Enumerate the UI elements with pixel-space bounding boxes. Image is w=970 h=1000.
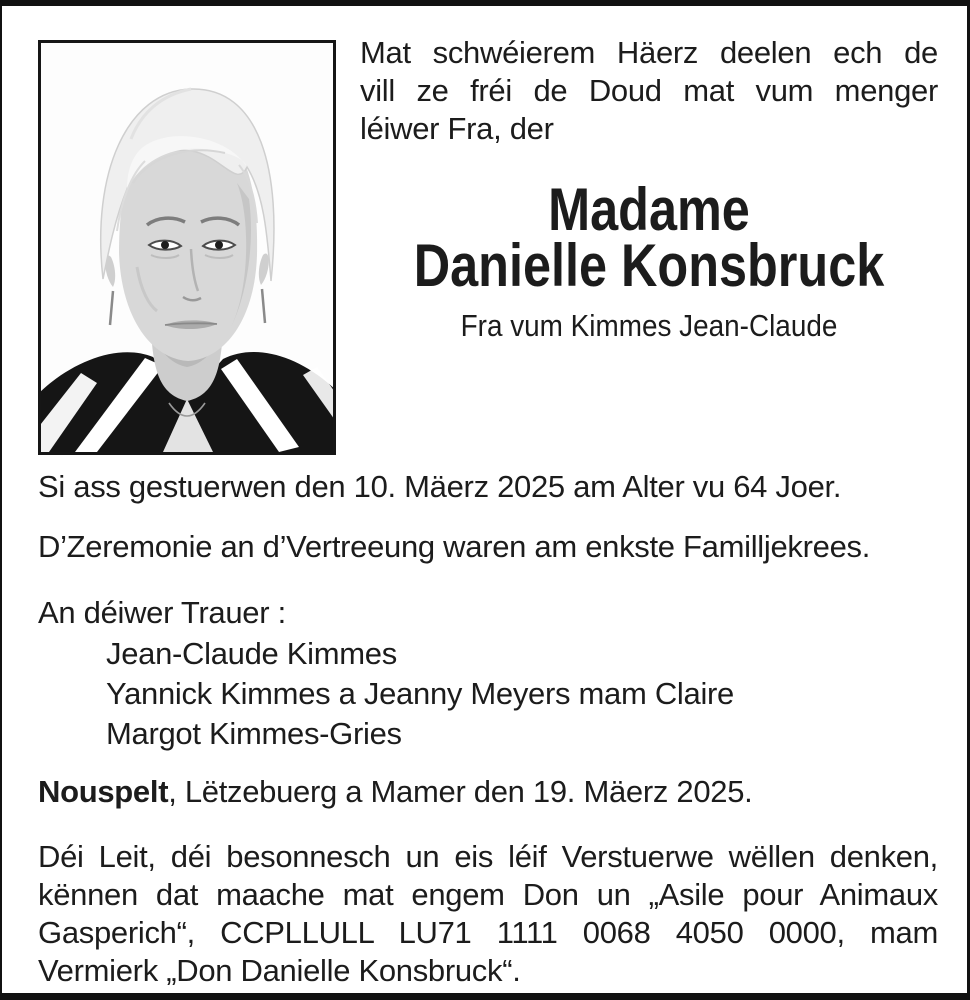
mourner-name: Yannick Kimmes a Jeanny Meyers mam Claire xyxy=(106,676,734,711)
ceremony-line: D’Zeremonie an d’Vertreeung waren am enkste Familljekrees. xyxy=(38,529,871,564)
donation-paragraph xyxy=(38,838,938,990)
intro-line: vill ze fréi de Doud mat vum menger xyxy=(360,73,938,108)
intro-line: Mat schwéierem Häerz deelen ech de xyxy=(360,35,938,70)
intro-text xyxy=(360,34,938,148)
portrait-photo xyxy=(38,40,336,455)
intro-line: léiwer Fra, der xyxy=(360,111,554,146)
mourner-name: Jean-Claude Kimmes xyxy=(106,636,397,671)
death-date-line: Si ass gestuerwen den 10. Mäerz 2025 am Alter vu 64 Joer. xyxy=(38,469,842,504)
place-date-line xyxy=(38,774,938,810)
deceased-name: Danielle Konsbruck xyxy=(413,232,885,299)
deceased-title-block xyxy=(406,176,892,299)
mourning-label: An déiwer Trauer : xyxy=(38,595,286,630)
donation-line: Déi Leit, déi besonnesch un eis léif Verstuerwe wëllen denken, xyxy=(38,839,938,874)
mourner-name: Margot Kimmes-Gries xyxy=(106,716,402,751)
portrait-photo-illustration xyxy=(41,43,333,452)
mourners-list xyxy=(38,634,938,754)
donation-line: Vermierk „Don Danielle Konsbruck“. xyxy=(38,953,521,988)
deceased-salutation: Madame xyxy=(548,176,750,243)
relation-line: Fra vum Kimmes Jean-Claude xyxy=(460,308,838,343)
donation-line: Gasperich“, CCPLLULL LU71 1111 0068 4050 0000, mam xyxy=(38,915,938,950)
place-name: Nouspelt xyxy=(38,774,169,809)
place-date-rest: , Lëtzebuerg a Mamer den 19. Mäerz 2025. xyxy=(168,774,753,809)
donation-line: kënnen dat maache mat engem Don un „Asile pour Animaux xyxy=(38,877,938,912)
